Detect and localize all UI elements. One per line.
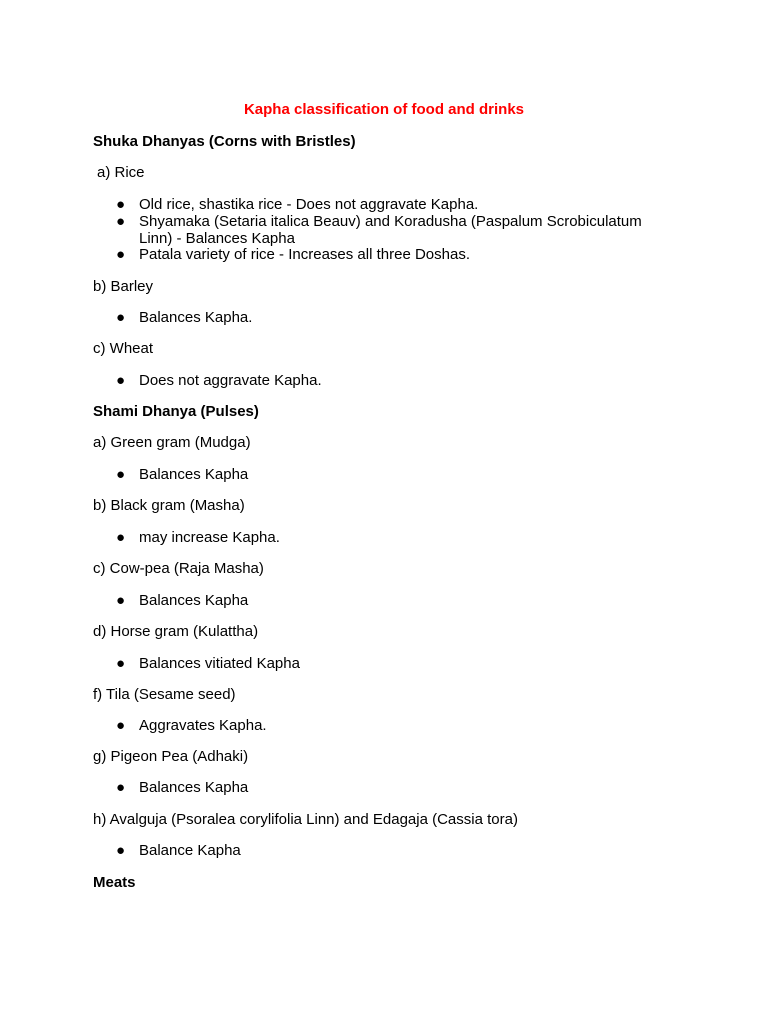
bullet-icon: ● (116, 655, 126, 672)
bullet-icon: ● (116, 717, 126, 734)
bullet-icon: ● (116, 372, 126, 389)
item-label-barley: b) Barley (93, 278, 154, 295)
bullet-icon: ● (116, 842, 126, 859)
bullet-icon: ● (116, 196, 126, 213)
section-heading-meats: Meats (93, 874, 136, 891)
bullet-icon: ● (116, 213, 126, 230)
item-label-rice: a) Rice (97, 164, 145, 181)
bullet-text: Does not aggravate Kapha. (139, 372, 322, 389)
bullet-text: Balances vitiated Kapha (139, 655, 300, 672)
bullet-text: Balance Kapha (139, 842, 241, 859)
item-label-black-gram: b) Black gram (Masha) (93, 497, 245, 514)
bullet-icon: ● (116, 246, 126, 263)
bullet-text: Balances Kapha (139, 466, 249, 483)
item-label-avalguja: h) Avalguja (Psoralea corylifolia Linn) and Edagaja (Cassia tora) (93, 811, 518, 828)
bullet-icon: ● (116, 466, 126, 483)
bullet-text: Old rice, shastika rice - Does not aggravate Kapha. (139, 196, 479, 213)
bullet-text: Shyamaka (Setaria italica Beauv) and Koradusha (Paspalum Scrobiculatum Linn) - Balances Kapha (139, 213, 642, 247)
bullet-text: Aggravates Kapha. (139, 717, 267, 734)
bullet-text: may increase Kapha. (139, 529, 280, 546)
bullet-icon: ● (116, 779, 126, 796)
item-label-tila: f) Tila (Sesame seed) (93, 686, 236, 703)
item-label-green-gram: a) Green gram (Mudga) (93, 434, 251, 451)
item-label-wheat: c) Wheat (93, 340, 154, 357)
bullet-icon: ● (116, 592, 126, 609)
section-heading-shami: Shami Dhanya (Pulses) (93, 403, 259, 420)
bullet-icon: ● (116, 309, 126, 326)
document-title: Kapha classification of food and drinks (243, 101, 525, 118)
section-heading-shuka: Shuka Dhanyas (Corns with Bristles) (93, 133, 356, 150)
bullet-text: Balances Kapha (139, 779, 249, 796)
bullet-text: Patala variety of rice - Increases all three Doshas. (139, 246, 470, 263)
bullet-icon: ● (116, 529, 126, 546)
bullet-text: Balances Kapha. (139, 309, 253, 326)
bullet-text: Balances Kapha (139, 592, 249, 609)
item-label-horse-gram: d) Horse gram (Kulattha) (93, 623, 259, 640)
item-label-pigeon-pea: g) Pigeon Pea (Adhaki) (93, 748, 249, 765)
item-label-cow-pea: c) Cow-pea (Raja Masha) (93, 560, 264, 577)
